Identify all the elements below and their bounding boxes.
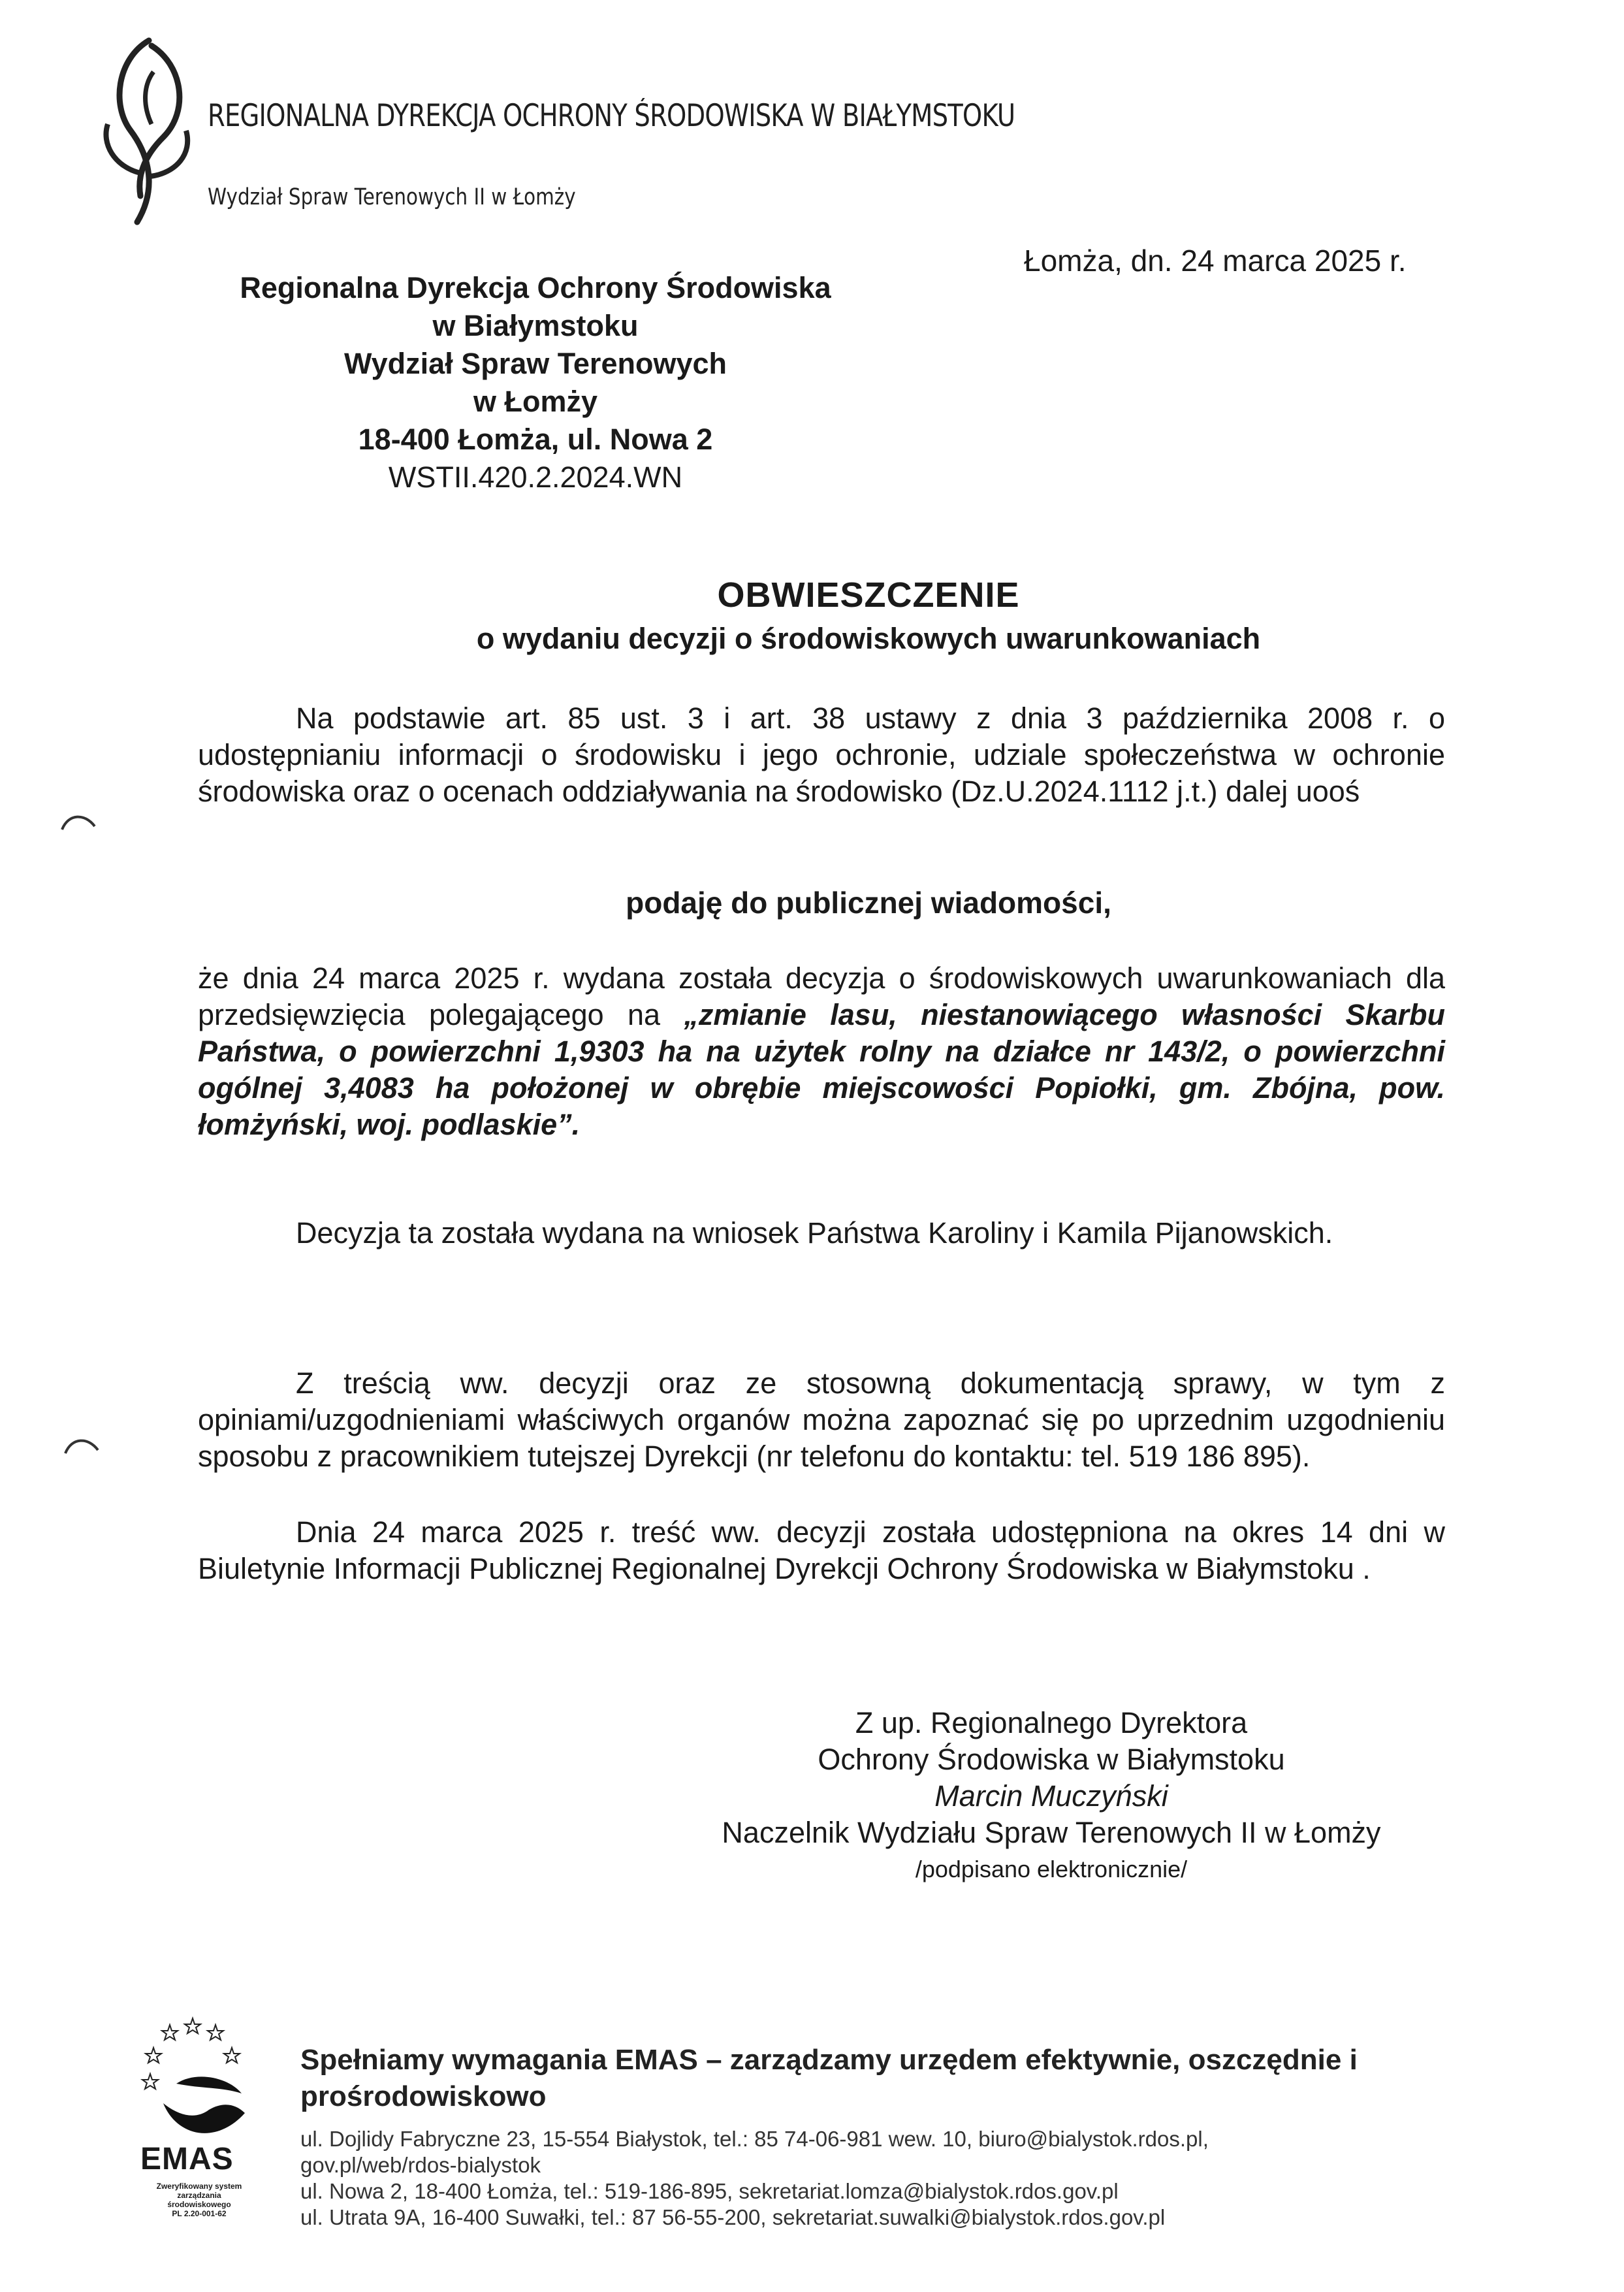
emas-claim: Spełniamy wymagania EMAS – zarządzamy urzędem efektywnie, oszczędnie i prośrodowiskowo (300, 2044, 1358, 2112)
emas-sub-line: PL 2.20-001-62 (172, 2209, 227, 2218)
emas-sub-line: zarządzania (177, 2191, 221, 2200)
emas-sub-line: środowiskowego (167, 2200, 231, 2209)
star-icon (208, 2025, 223, 2040)
contact-list (300, 2126, 1489, 2231)
emas-sub-line: Zweryfikowany system (156, 2182, 242, 2191)
signature-line-2: Ochrony Środowiska w Białymstoku (818, 1743, 1285, 1776)
star-icon (162, 2025, 178, 2040)
rdos-leaf-logo (91, 33, 202, 229)
header-dept-subtitle: Wydział Spraw Terenowych II w Łomży (208, 184, 576, 210)
star-icon (224, 2048, 240, 2063)
announcement-line: podaję do publicznej wiadomości, (626, 886, 1111, 920)
header-org-title: REGIONALNA DYREKCJA OCHRONY ŚRODOWISKA W BIAŁYMSTOKU (208, 98, 1015, 134)
contact-lomza: ul. Nowa 2, 18-400 Łomża, tel.: 519-186-895, sekretariat.lomza@bialystok.rdos.gov.pl (300, 2179, 1119, 2203)
notice-subtitle: o wydaniu decyzji o środowiskowych uwarunkowaniach (476, 622, 1261, 655)
star-icon (142, 2074, 158, 2089)
sender-line-2: w Białymstoku (432, 309, 639, 342)
contact-bialystok: ul. Dojlidy Fabryczne 23, 15-554 Białystok, tel.: 85 74-06-981 wew. 10, biuro@bialystok.rdos.pl, (300, 2127, 1209, 2151)
paragraph-publication: Dnia 24 marca 2025 r. treść ww. decyzji została udostępniona na okres 14 dni w Biuletynie Informacji Publicznej Regionalnej Dyrekcji Ochrony Środowiska w Białymstoku . (198, 1515, 1445, 1585)
star-icon (146, 2048, 161, 2063)
date-line: Łomża, dn. 24 marca 2025 r. (1024, 244, 1407, 278)
paragraph-documentation: Z treścią ww. decyzji oraz ze stosowną dokumentacją sprawy, w tym z opiniami/uzgodnieniami właściwych organów można zapoznać się po uprzednim uzgodnieniu sposobu z pracownikiem tutejszej Dyrekcji (nr telefonu do kontaktu: tel. 519 186 895). (198, 1366, 1445, 1473)
decision-text: że dnia 24 marca 2025 r. wydana została decyzja o środowiskowych uwarunkowaniach dla przedsięwzięcia polegającego na (198, 961, 1445, 1031)
paragraph-legal-basis: Na podstawie art. 85 ust. 3 i art. 38 ustawy z dnia 3 października 2008 r. o udostępnianiu informacji o środowisku i jego ochronie, udziale społeczeństwa w ochronie środowiska oraz o ocenach oddziaływania na środowisko (Dz.U.2024.1112 j.t.) dalej uooś (198, 702, 1445, 808)
punch-hole-mark (62, 1434, 101, 1460)
sender-line-5: 18-400 Łomża, ul. Nowa 2 (358, 423, 713, 456)
signatory-position: Naczelnik Wydziału Spraw Terenowych II w Łomży (722, 1816, 1381, 1849)
signature-block (614, 1705, 1489, 1888)
signature-line-1: Z up. Regionalnego Dyrektora (855, 1706, 1248, 1739)
electronic-signature-note: /podpisano elektronicznie/ (915, 1856, 1188, 1882)
notice-title: OBWIESZCZENIE (717, 575, 1020, 615)
sender-line-3: Wydział Spraw Terenowych (344, 347, 727, 380)
sender-line-4: w Łomży (473, 385, 598, 418)
paragraph-applicant: Decyzja ta została wydana na wniosek Państwa Karoliny i Kamila Pijanowskich. (296, 1216, 1333, 1250)
project-description: „zmianie lasu, niestanowiącego własności Skarbu Państwa, o powierzchni 1,9303 ha na użytek rolny na działce nr 143/2, o powierzchni ogólnej 3,4083 ha położonej w obrębie miejscowości Popiołki, gm. Zbójna, pow. łomżyński, woj. podlaskie”. (198, 998, 1446, 1141)
sender-line-1: Regionalna Dyrekcja Ochrony Środowiska (240, 271, 831, 304)
signatory-name: Marcin Muczyński (934, 1779, 1168, 1813)
contact-suwalki: ul. Utrata 9A, 16-400 Suwałki, tel.: 87 56-55-200, sekretariat.suwalki@bialystok.rdos.gov.pl (300, 2205, 1166, 2229)
reference-number: WSTII.420.2.2024.WN (388, 460, 683, 494)
emas-verification-text (124, 2182, 274, 2218)
star-icon (185, 2018, 200, 2033)
paragraph-decision (198, 960, 1445, 1143)
emas-logo-text: EMAS (140, 2142, 234, 2176)
sender-address-block (196, 269, 875, 496)
punch-hole-mark (59, 810, 98, 836)
contact-bialystok-web: gov.pl/web/rdos-bialystok (300, 2153, 541, 2177)
